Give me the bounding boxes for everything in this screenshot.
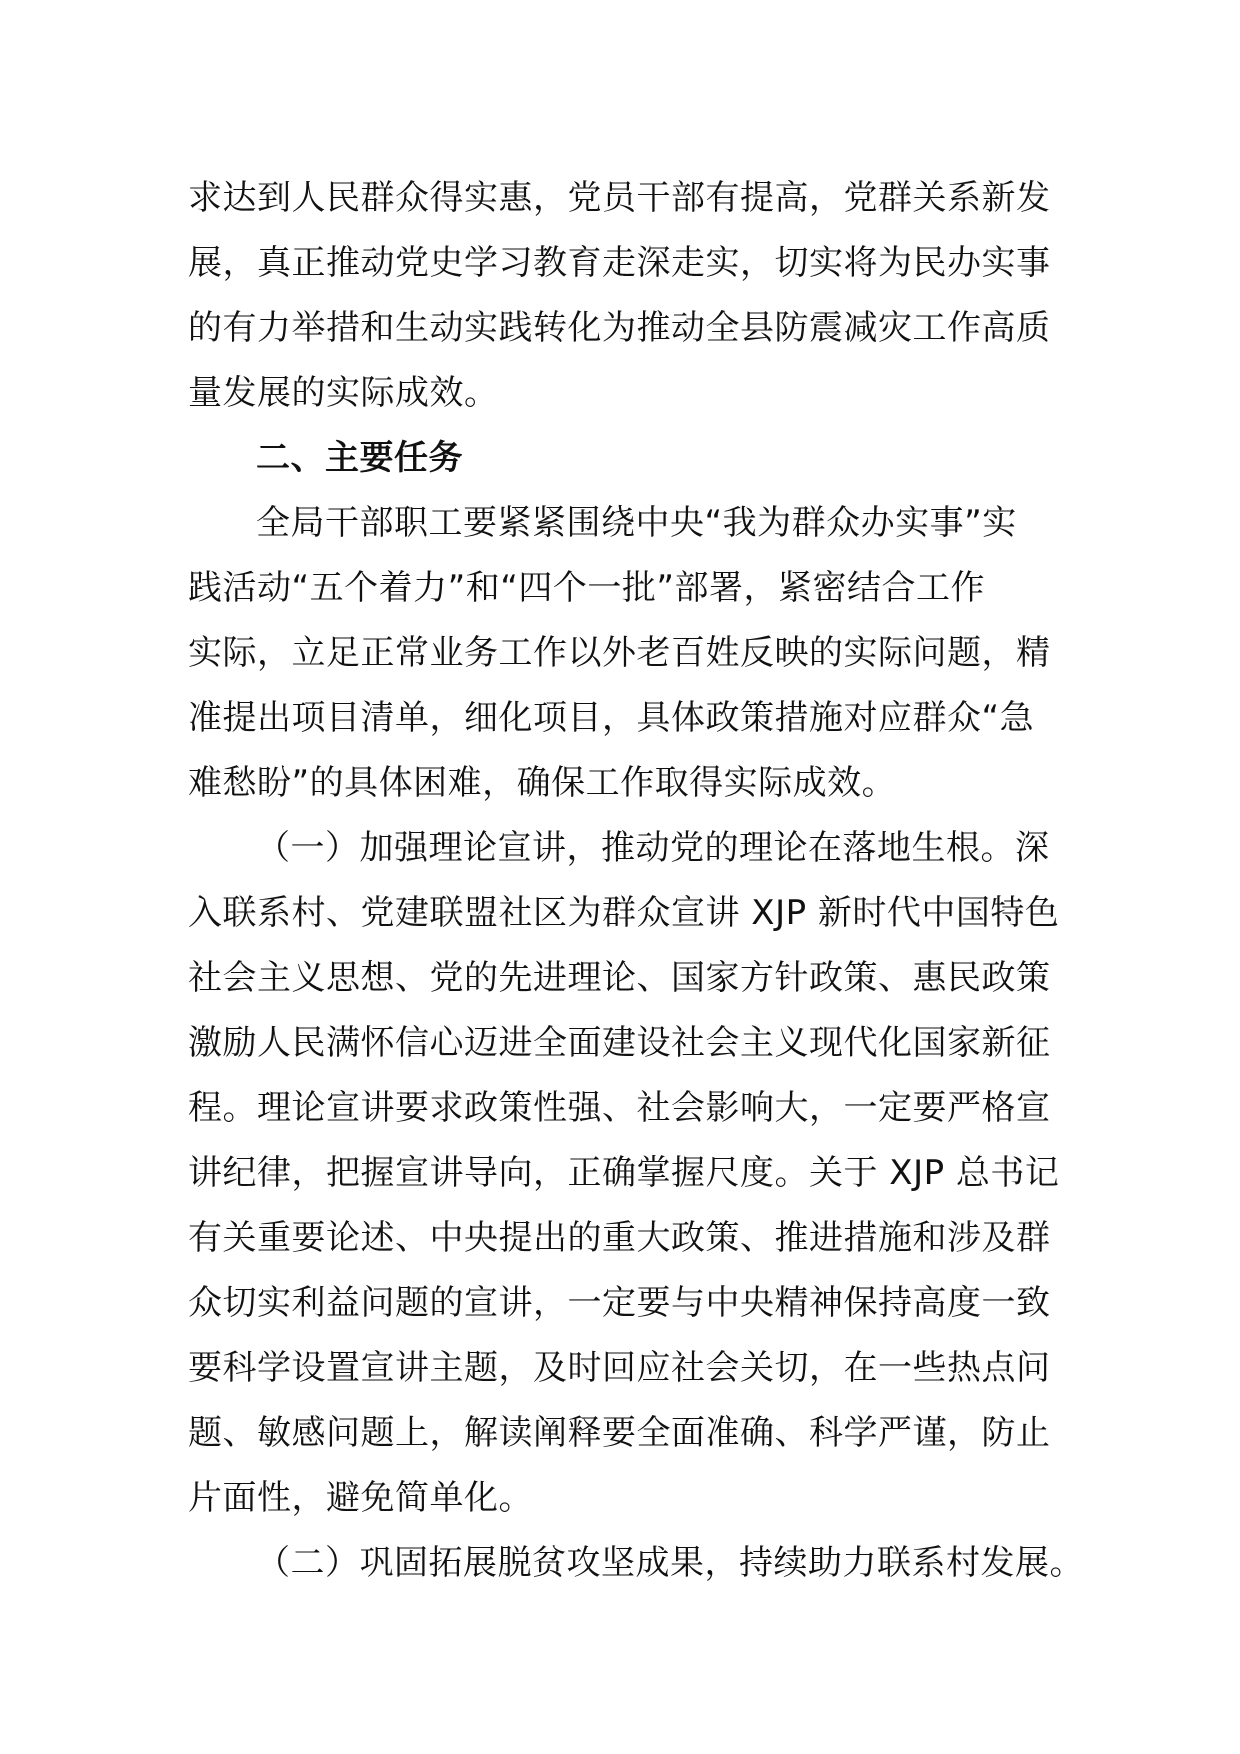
section-heading: 二、主要任务	[256, 438, 463, 478]
document-body	[188, 166, 1084, 1596]
paragraph-first-line: 全局干部职工要紧紧围绕中央“我为群众办实事”实	[256, 503, 1017, 543]
text-line: 难愁盼”的具体困难，确保工作取得实际成效。	[188, 763, 897, 803]
text-line: 入联系村、党建联盟社区为群众宣讲 XJP 新时代中国特色	[188, 893, 1060, 933]
paragraph-first-line: （一）加强理论宣讲，推动党的理论在落地生根。深	[256, 828, 1050, 868]
text-line: 有关重要论述、中央提出的重大政策、推进措施和涉及群	[188, 1218, 1051, 1258]
text-line: 要科学设置宣讲主题，及时回应社会关切，在一些热点问	[188, 1348, 1051, 1388]
text-line: 展，真正推动党史学习教育走深走实，切实将为民办实事	[188, 243, 1051, 283]
text-line: 片面性，避免简单化。	[188, 1478, 533, 1518]
text-line: 程。理论宣讲要求政策性强、社会影响大，一定要严格宣	[188, 1088, 1051, 1128]
text-line: 的有力举措和生动实践转化为推动全县防震减灾工作高质	[188, 308, 1051, 348]
text-line: 讲纪律，把握宣讲导向，正确掌握尺度。关于 XJP 总书记	[188, 1153, 1060, 1193]
paragraph-first-line: （二）巩固拓展脱贫攻坚成果，持续助力联系村发展。	[256, 1543, 1084, 1583]
text-line: 激励人民满怀信心迈进全面建设社会主义现代化国家新征	[188, 1023, 1051, 1063]
text-line: 践活动“五个着力”和“四个一批”部署，紧密结合工作	[188, 568, 985, 608]
text-line: 求达到人民群众得实惠，党员干部有提高，党群关系新发	[188, 178, 1051, 218]
text-line: 题、敏感问题上，解读阐释要全面准确、科学严谨，防止	[188, 1413, 1051, 1453]
text-line: 社会主义思想、党的先进理论、国家方针政策、惠民政策	[188, 958, 1051, 998]
text-line: 实际，立足正常业务工作以外老百姓反映的实际问题，精	[188, 633, 1051, 673]
text-line: 准提出项目清单，细化项目，具体政策措施对应群众“急	[188, 698, 1035, 738]
text-line: 量发展的实际成效。	[188, 373, 499, 413]
text-line: 众切实利益问题的宣讲，一定要与中央精神保持高度一致	[188, 1283, 1051, 1323]
